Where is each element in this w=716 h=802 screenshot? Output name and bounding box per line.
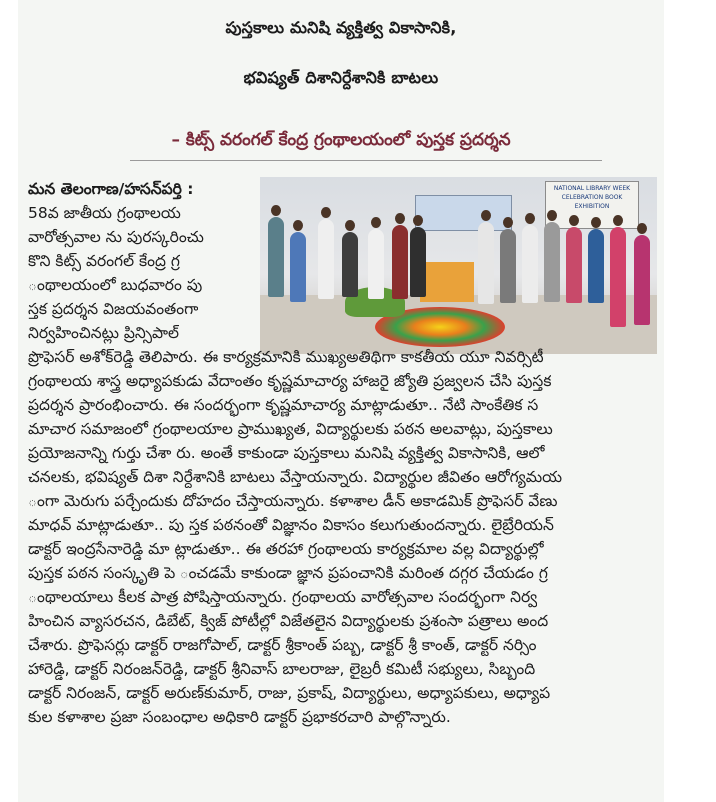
article-line: 58వ జాతీయ గ్రంథాలయ xyxy=(28,204,181,222)
article-line: డాక్టర్ నిరంజన్, డాక్టర్ అరుణ్‌కుమార్, రాజు, ప్రకాష్, విద్యార్థులు, అధ్యాపకులు, అధ్యాప xyxy=(28,684,551,702)
article-line: ప్రయోజనాన్ని గుర్తు చేశా రు. అంతే కాకుండా పుస్తకాలు మనిషి వ్యక్తిత్వ వికాసానికి, ఆలో xyxy=(28,444,545,462)
photo-person xyxy=(544,222,560,302)
photo-person xyxy=(290,232,306,302)
subheadline: – కిట్స్ వరంగల్ కేంద్ర గ్రంథాలయంలో పుస్తక ప్రదర్శన xyxy=(171,130,511,150)
article-line: ప్రదర్శన ప్రారంభించారు. ఈ సందర్భంగా కృష్ణమాచార్య మాట్లాడుతూ.. నేటి సాంకేతిక స xyxy=(28,396,539,414)
photo-person xyxy=(318,219,334,299)
photo-person xyxy=(566,227,582,303)
dateline: మన తెలంగాణ/హసన్‌పర్తి : xyxy=(28,180,194,198)
article-line: చేశారు. ప్రొఫెసర్లు డాక్టర్ రాజగోపాల్, డాక్టర్ శ్రీకాంత్ పబ్బ, డాక్టర్ శ్రీ కాంత్, డాక్టర్ నర్సిం xyxy=(28,636,537,654)
article-line: గ్రంథాలయ శాస్త్ర అధ్యాపకుడు వేదాంతం కృష్ణమాచార్య హాజరై జ్యోతి ప్రజ్వలన చేసి పుస్తక xyxy=(28,372,552,390)
photo-person xyxy=(268,217,284,297)
article-line: మాధవ్ మాట్లాడుతూ.. పు స్తక పఠనంతో విజ్ఞానం వికాసం కలుగుతుందన్నారు. లైబ్రేరియన్ xyxy=(28,516,554,534)
headline-line-2: భవిష్యత్ దిశానిర్దేశానికి బాటలు xyxy=(243,68,439,87)
article-line: కొని కిట్స్ వరంగల్ కేంద్ర గ్ర xyxy=(28,252,180,270)
article-line: కుల కళాశాల ప్రజా సంబంధాల అధికారి డాక్టర్ ప్రభాకరచారి పాల్గొన్నారు. xyxy=(28,708,451,726)
article-line: డాక్టర్ ఇంద్రసేనారెడ్డి మా ట్లాడుతూ.. ఈ తరహా గ్రంథాలయ కార్యక్రమాల వల్ల విద్యార్థుల్లో xyxy=(28,540,544,558)
subheadline-divider xyxy=(130,160,602,161)
article-line: పుస్తక పఠన సంస్కృతి పె ంచడమే కాకుండా జ్ఞాన ప్రపంచానికి మరింత దగ్గర చేయడం గ్ర xyxy=(28,564,548,582)
photo-table xyxy=(420,262,474,302)
article-line: స్తక ప్రదర్శన విజయవంతంగా xyxy=(28,300,199,318)
article-line: చనలకు, భవిష్యత్ దిశా నిర్దేశానికి బాటలు వేస్తాయన్నారు. విద్యార్థుల జీవితం ఆరోగ్యమయ xyxy=(28,468,563,486)
photo-person xyxy=(368,229,384,299)
article-line: వారోత్సవాల ను పురస్కరించు xyxy=(28,228,204,246)
article-line: ంథాలయాలు కీలక పాత్ర పోషిస్తాయన్నారు. గ్రంథాలయ వారోత్సవాల సందర్భంగా నిర్వ xyxy=(28,588,538,606)
photo-person xyxy=(410,227,426,297)
article-line: ంగా మెరుగు పర్చేందుకు దోహదం చేస్తాయన్నారు. కళాశాల డీన్ అకాడమిక్ ప్రొఫెసర్ వేణు xyxy=(28,492,558,510)
photo-person xyxy=(500,229,516,303)
photo-person xyxy=(342,232,358,297)
photo-person xyxy=(522,225,538,303)
article-line: ప్రొఫెసర్ అశోక్‌రెడ్డి తెలిపారు. ఈ కార్యక్రమానికి ముఖ్యఅతిథిగా కాకతీయ యూ నివర్సిటీ xyxy=(28,348,544,366)
photo-backdrop-banner xyxy=(415,195,512,231)
photo-person xyxy=(610,227,626,327)
article-line: మాచార సమాజంలో గ్రంథాలయాల ప్రాముఖ్యత, విద్యార్థులకు పఠన అలవాట్లు, పుస్తకాలు xyxy=(28,420,553,438)
article-line: ంథాలయంలో బుధవారం పు xyxy=(28,276,203,294)
photo-person xyxy=(392,225,408,299)
article-line: హారెడ్డి, డాక్టర్ నిరంజన్‌రెడ్డి, డాక్టర్ శ్రీనివాస్ బాలరాజు, లైబ్రరీ కమిటీ సభ్యులు, సిబ్బంది xyxy=(28,660,536,678)
event-photo xyxy=(260,177,657,354)
photo-exhibition-banner: NATIONAL LIBRARY WEEK CELEBRATION BOOK EXHIBITION xyxy=(545,181,639,229)
article-line: నిర్వహించినట్లు ప్రిన్సిపాల్ xyxy=(28,324,179,342)
headline-line-1: పుస్తకాలు మనిషి వ్యక్తిత్వ వికాసానికి, xyxy=(225,18,457,37)
photo-person xyxy=(478,222,494,304)
photo-person xyxy=(588,229,604,303)
newspaper-clipping xyxy=(18,0,664,802)
article-line: హించిన వ్యాసరచన, డిబేట్, క్విజ్ పోటీల్లో విజేతలైన విద్యార్థులకు ప్రశంసా పత్రాలు అంద xyxy=(28,612,549,630)
photo-person xyxy=(634,235,650,325)
